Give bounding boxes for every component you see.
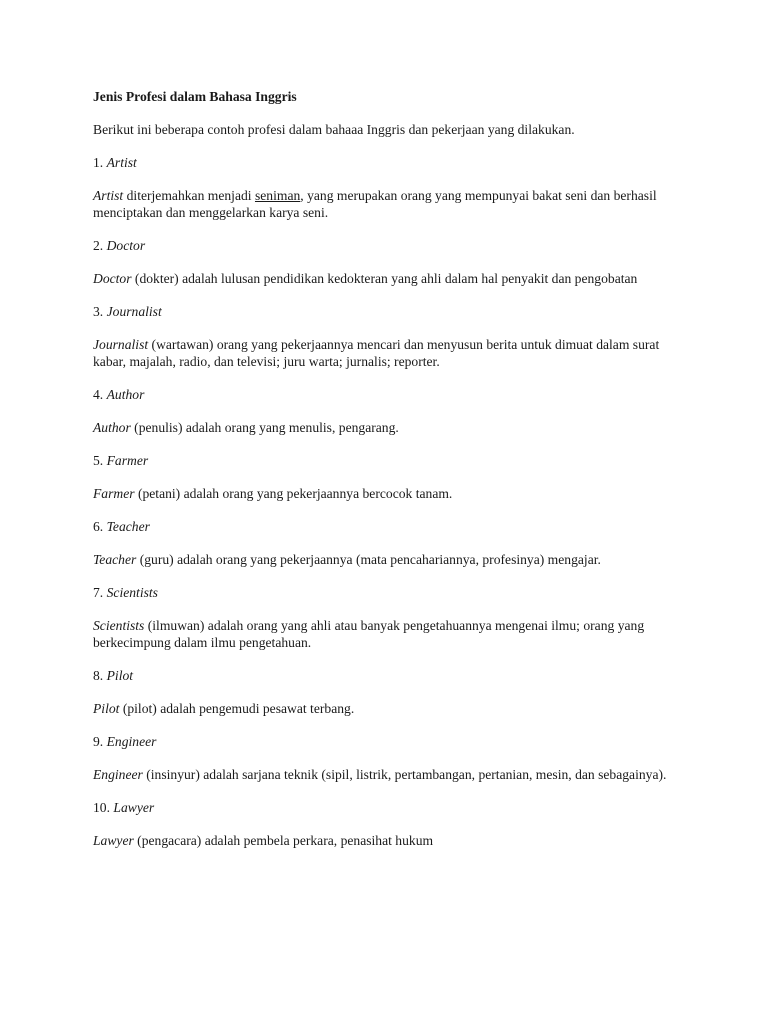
item-name: Author [106, 387, 145, 402]
item-heading [93, 584, 693, 601]
item-number: 4. [93, 387, 104, 402]
definition-text: (insinyur) adalah sarjana teknik (sipil, listrik, pertambangan, pertanian, mesin, dan sebagainya). [142, 767, 667, 782]
item-number: 7. [93, 585, 104, 600]
definition-text: (petani) adalah orang yang pekerjaannya bercocok tanam. [134, 486, 453, 501]
item-number: 2. [93, 238, 104, 253]
definition-text: (dokter) adalah lulusan pendidikan kedokteran yang ahli dalam hal penyakit dan pengobatan [131, 271, 638, 286]
item-heading [93, 386, 693, 403]
item-term: Pilot [93, 701, 120, 716]
item-number: 1. [93, 155, 104, 170]
definition-text: , yang merupakan orang yang mempunyai bakat seni dan berhasil menciptakan dan menggelarkan karya seni. [93, 188, 657, 220]
item-term: Author [93, 420, 131, 435]
definition-text: (penulis) adalah orang yang menulis, pengarang. [130, 420, 399, 435]
item-definition [93, 485, 693, 502]
item-term: Scientists [93, 618, 145, 633]
item-name: Artist [106, 155, 137, 170]
item-definition [93, 832, 693, 849]
item-number: 8. [93, 668, 104, 683]
item-term: Farmer [93, 486, 135, 501]
item-term: Artist [93, 188, 124, 203]
item-name: Lawyer [113, 800, 155, 815]
definition-text: (guru) adalah orang yang pekerjaannya (mata pencahariannya, profesinya) mengajar. [136, 552, 601, 567]
document-body [93, 88, 693, 849]
item-number: 9. [93, 734, 104, 749]
item-definition [93, 336, 693, 370]
item-term: Doctor [93, 271, 132, 286]
item-definition [93, 700, 693, 717]
item-name: Doctor [106, 238, 146, 253]
definition-text: (wartawan) orang yang pekerjaannya mencari dan menyusun berita untuk dimuat dalam surat kabar, majalah, radio, dan televisi; juru warta; jurnalis; reporter. [93, 337, 660, 369]
item-name: Pilot [106, 668, 134, 683]
item-definition [93, 419, 693, 436]
item-heading [93, 733, 693, 750]
item-name: Engineer [106, 734, 157, 749]
page-title: Jenis Profesi dalam Bahasa Inggris [93, 89, 297, 104]
item-heading [93, 154, 693, 171]
definition-text: (pilot) adalah pengemudi pesawat terbang. [119, 701, 355, 716]
item-term: Engineer [93, 767, 143, 782]
definition-text: (pengacara) adalah pembela perkara, penasihat hukum [133, 833, 434, 848]
item-heading [93, 518, 693, 535]
item-heading [93, 667, 693, 684]
item-heading [93, 452, 693, 469]
item-name: Journalist [106, 304, 162, 319]
item-number: 6. [93, 519, 104, 534]
item-term: Lawyer [93, 833, 134, 848]
item-heading [93, 237, 693, 254]
item-number: 3. [93, 304, 104, 319]
item-definition [93, 617, 693, 651]
item-heading [93, 303, 693, 320]
item-number: 5. [93, 453, 104, 468]
item-term: Journalist [93, 337, 149, 352]
item-name: Scientists [106, 585, 158, 600]
item-definition [93, 187, 693, 221]
item-definition [93, 551, 693, 568]
item-number: 10. [93, 800, 110, 815]
intro-paragraph: Berikut ini beberapa contoh profesi dalam bahaaa Inggris dan pekerjaan yang dilakukan. [93, 122, 575, 137]
seniman-link[interactable]: seniman [254, 188, 301, 203]
item-definition [93, 270, 693, 287]
item-definition [93, 766, 693, 783]
item-name: Farmer [106, 453, 149, 468]
item-heading [93, 799, 693, 816]
item-term: Teacher [93, 552, 137, 567]
definition-text: diterjemahkan menjadi [123, 188, 255, 203]
definition-text: (ilmuwan) adalah orang yang ahli atau banyak pengetahuannya mengenai ilmu; orang yang berkecimpung dalam ilmu pengetahuan. [93, 618, 645, 650]
item-name: Teacher [106, 519, 150, 534]
